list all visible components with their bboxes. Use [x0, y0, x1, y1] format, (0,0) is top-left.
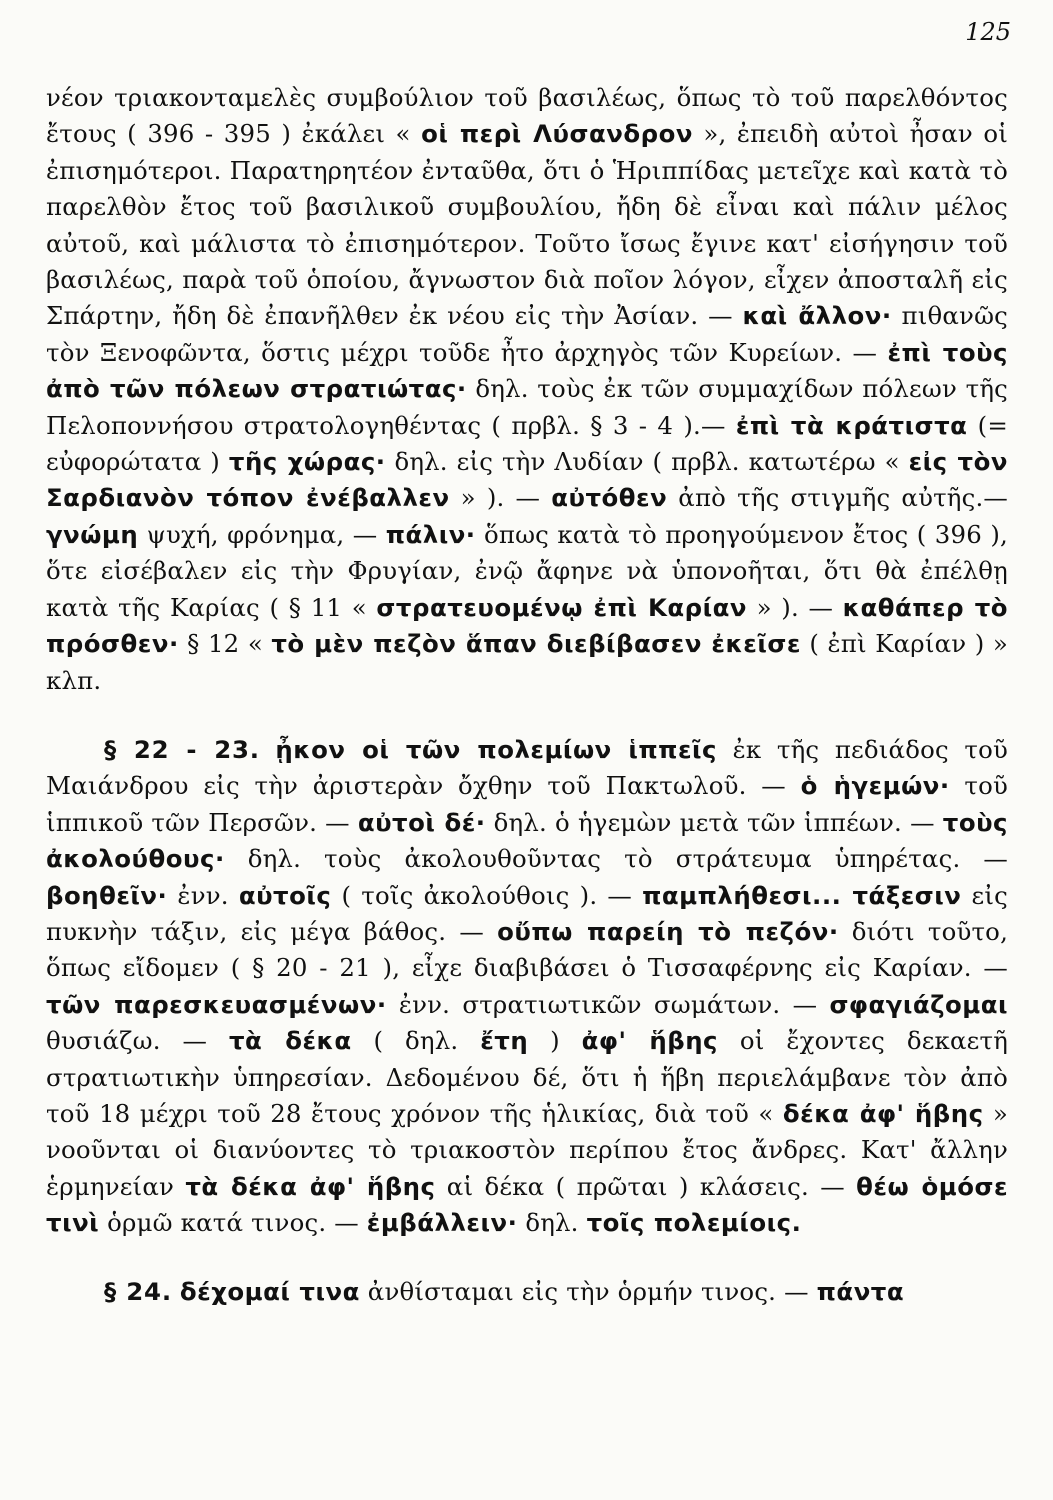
text-run: νέον τριακονταμελὲς συμβούλιον τοῦ βασιλέως, ὅπως τὸ τοῦ παρελθόντος ἔτους ( 396 - 395 ) ἐκάλει «: [46, 83, 1008, 149]
lemma-bold: ὁ ἡγεμών·: [800, 771, 950, 801]
lemma-bold: εἰς τὸν Σαρδιανὸν τόπον ἐνέβαλλεν: [46, 447, 1008, 513]
text-run: ἀπὸ τῆς στιγμῆς αὐτῆς.—: [678, 483, 1009, 513]
lemma-bold: στρατευομένῳ ἐπὶ Καρίαν: [376, 592, 747, 622]
lemma-bold: βοηθεῖν·: [46, 880, 168, 910]
paragraph-section-24: [46, 1274, 1008, 1310]
text-run: § 12 «: [187, 629, 263, 659]
lemma-bold: γνώμη: [46, 519, 139, 549]
text-run: ἐκ τῆς πεδιάδος τοῦ Μαιάνδρου εἰς τὴν ἀριστερὰν ὄχθην τοῦ Πακτωλοῦ. —: [46, 734, 1009, 801]
lemma-bold: αὐτοὶ δέ·: [357, 807, 486, 837]
lemma-bold: δέκα ἀφ' ἥβης: [782, 1098, 984, 1128]
text-run: θυσιάζω. —: [46, 1026, 208, 1056]
lemma-bold: ἐμβάλλειν·: [366, 1208, 518, 1238]
lemma-bold: τῶν παρεσκευασμένων·: [46, 989, 387, 1019]
text-run: δηλ. εἰς τὴν Λυδίαν ( πρβλ. κατωτέρω «: [394, 447, 900, 477]
text-run: ἐνν.: [177, 880, 229, 910]
lemma-bold: τὰ δέκα: [228, 1026, 352, 1056]
lemma-bold: καθάπερ τὸ πρόσθεν·: [46, 592, 1009, 659]
lemma-bold: σφαγιάζομαι: [829, 989, 1009, 1019]
paragraph-section-22-23: [46, 732, 1008, 1242]
text-run: ( ἐπὶ Καρίαν ) » κλπ.: [46, 629, 1008, 695]
lemma-bold: πάντα: [816, 1276, 905, 1306]
text-run: πιθανῶς τὸν Ξενοφῶντα, ὅστις μέχρι τοῦδε ἦτο ἀρχηγὸς τῶν Κυρείων. —: [46, 301, 1009, 367]
text-run: ἀνθίσταμαι εἰς τὴν ὁρμήν τινος. —: [367, 1276, 809, 1306]
text-run: ( τοῖς ἀκολούθοις ). —: [341, 880, 633, 910]
text-run: ὅπως κατὰ τὸ προηγούμενον ἔτος ( 396 ), ὅτε εἰσέβαλεν εἰς τὴν Φρυγίαν, ἐνῷ ἄφηνε νὰ ὑπονοῆται, ὅτι θὰ ἐπέλθῃ κατὰ τῆς Καρίας ( § 11 «: [46, 519, 1009, 622]
text-run: αἱ δέκα ( πρῶται ) κλάσεις. —: [446, 1171, 845, 1201]
lemma-bold: ἐπὶ τὰ κράτιστα: [735, 410, 968, 440]
lemma-bold: ἔτη: [480, 1026, 529, 1056]
page-content: [46, 80, 1008, 1310]
text-run: οἱ ἔχοντες δεκαετῆ στρατιωτικὴν ὑπηρεσίαν. Δεδομένου δέ, ὅτι ἡ ἥβη περιελάμβανε τὸν ἀπὸ τοῦ 18 μέχρι τοῦ 28 ἔτους χρόνον τῆς ἡλικίας, διὰ τοῦ «: [46, 1026, 1009, 1128]
lemma-bold: ἀφ' ἥβης: [581, 1026, 719, 1056]
section-number: § 22 - 23.: [104, 734, 260, 764]
page-number: 125: [965, 18, 1011, 46]
lemma-bold: αὐτοῖς: [238, 880, 332, 910]
lemma-bold: οἱ περὶ Λύσανδρον: [421, 119, 693, 149]
section-number: § 24.: [104, 1276, 172, 1306]
text-run: δηλ. τοὺς ἐκ τῶν συμμαχίδων πόλεων τῆς Πελοποννήσου στρατολογηθέντας ( πρβλ. § 3 - 4 ).—: [46, 374, 1008, 440]
lemma-bold: τῆς χώρας·: [228, 447, 386, 477]
text-run: ἐνν. στρατιωτικῶν σωμάτων. —: [398, 989, 818, 1019]
text-run: (= εὐφορώτατα ): [46, 410, 1009, 477]
text-run: » ). —: [460, 483, 541, 513]
text-run: », ἐπειδὴ αὐτοὶ ἦσαν οἱ ἐπισημότεροι. Παρατηρητέον ἐνταῦθα, ὅτι ὁ Ἡριππίδας μετεῖχε καὶ κατὰ τὸ παρελθὸν ἔτος τοῦ βασιλικοῦ συμβουλίου, ἤδη δὲ εἶναι καὶ πάλιν μέλος αὐτοῦ, καὶ μάλιστα τὸ ἐπισημότερον. Τοῦτο ἴσως ἔγινε κατ' εἰσήγησιν τοῦ βασιλέως, παρὰ τοῦ ὁποίου, ἄγνωστον διὰ ποῖον λόγον, εἶχεν ἀποσταλῆ εἰς Σπάρτην, ἤδη δὲ ἐπανῆλθεν ἐκ νέου εἰς τὴν Ἀσίαν. —: [46, 119, 1009, 331]
lemma-bold: τὸ μὲν πεζὸν ἅπαν διεβίβασεν ἐκεῖσε: [271, 629, 801, 659]
paragraph-commentary-21: [46, 80, 1008, 699]
text-run: ὁρμῶ κατά τινος. —: [107, 1208, 359, 1238]
lemma-bold: αὐτόθεν: [551, 483, 668, 513]
lemma-bold: τὰ δέκα ἀφ' ἥβης: [185, 1171, 436, 1201]
lemma-bold: οὔπω παρείη τὸ πεζόν·: [497, 916, 839, 946]
text-run: » νοοῦνται οἱ διανύοντες τὸ τριακοστὸν περίπου ἔτος ἄνδρες. Κατ' ἄλλην ἑρμηνείαν: [46, 1098, 1009, 1201]
text-run: δηλ.: [525, 1208, 579, 1238]
lemma-bold: δέχομαί τινα: [179, 1276, 360, 1306]
lemma-bold: θέω ὁμόσε τινὶ: [46, 1171, 1009, 1238]
text-run: ( δηλ.: [373, 1026, 459, 1056]
text-run: ): [550, 1026, 560, 1056]
lemma-bold: τοῖς πολεμίοις.: [586, 1208, 802, 1238]
lemma-bold: ᾖκον οἱ τῶν πολεμίων ἱππεῖς: [275, 734, 717, 764]
lemma-bold: παμπλήθεσι... τάξεσιν: [642, 880, 962, 910]
lemma-bold: καὶ ἄλλον·: [742, 301, 892, 331]
text-run: δηλ. ὁ ἡγεμὼν μετὰ τῶν ἱππέων. —: [493, 807, 935, 837]
text-run: » ). —: [756, 592, 834, 622]
lemma-bold: πάλιν·: [385, 519, 476, 549]
text-run: ψυχή, φρόνημα, —: [146, 519, 378, 549]
text-run: δηλ. τοὺς ἀκολουθοῦντας τὸ στράτευμα ὑπηρέτας. —: [247, 844, 1009, 874]
text-run: εἰς πυκνὴν τάξιν, εἰς μέγα βάθος. —: [46, 880, 1008, 946]
lemma-bold: τοὺς ἀκολούθους·: [46, 807, 1009, 874]
text-run: τοῦ ἱππικοῦ τῶν Περσῶν. —: [46, 771, 1009, 837]
lemma-bold: ἐπὶ τοὺς ἀπὸ τῶν πόλεων στρατιώτας·: [46, 337, 1009, 404]
text-run: διότι τοῦτο, ὅπως εἴδομεν ( § 20 - 21 ), εἶχε διαβιβάσει ὁ Τισσαφέρνης εἰς Καρίαν. —: [46, 916, 1009, 983]
